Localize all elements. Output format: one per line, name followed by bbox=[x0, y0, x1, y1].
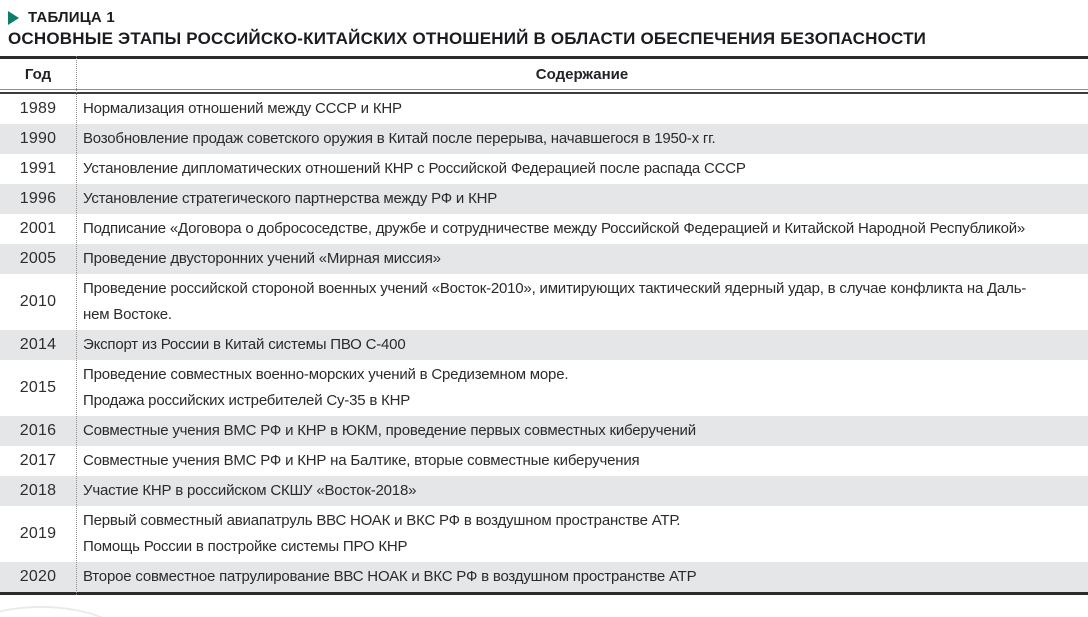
year-cell: 2015 bbox=[19, 379, 57, 396]
year-cell: 1990 bbox=[19, 130, 57, 147]
table-row bbox=[0, 446, 1088, 476]
content-cell bbox=[76, 124, 1088, 154]
content-cell bbox=[76, 330, 1088, 360]
content-line: Установление стратегического партнерства между РФ и КНР bbox=[83, 190, 498, 207]
table-row bbox=[0, 274, 1088, 330]
content-cell bbox=[76, 476, 1088, 506]
column-divider bbox=[76, 56, 77, 595]
table-row bbox=[0, 154, 1088, 184]
content-cell bbox=[76, 506, 1088, 562]
content-line: Экспорт из России в Китай системы ПВО С-400 bbox=[83, 336, 406, 353]
table-row bbox=[0, 184, 1088, 214]
content-cell bbox=[76, 274, 1088, 330]
table-label bbox=[0, 0, 1088, 26]
year-cell: 1989 bbox=[19, 100, 57, 117]
content-cell bbox=[76, 416, 1088, 446]
content-line: Подписание «Договора о добрососедстве, дружбе и сотрудничестве между Российской Федерацией и Китайской Народной Республикой» bbox=[83, 220, 1026, 237]
milestones-table bbox=[0, 56, 1088, 595]
year-cell: 2016 bbox=[19, 422, 57, 439]
year-cell: 1991 bbox=[19, 160, 57, 177]
table-header-row bbox=[0, 59, 1088, 89]
content-line: Участие КНР в российском СКШУ «Восток-2018» bbox=[83, 482, 417, 499]
decorative-arc bbox=[0, 606, 128, 617]
content-line: Нормализация отношений между СССР и КНР bbox=[83, 100, 402, 117]
table-row bbox=[0, 360, 1088, 416]
table-row bbox=[0, 476, 1088, 506]
content-line: Первый совместный авиапатруль ВВС НОАК и ВКС РФ в воздушном пространстве АТР. bbox=[83, 512, 681, 529]
content-cell bbox=[76, 446, 1088, 476]
content-line: Помощь России в постройке системы ПРО КНР bbox=[83, 538, 408, 555]
content-cell bbox=[76, 94, 1088, 124]
content-line: Проведение российской стороной военных учений «Восток-2010», имитирующих тактический ядерный удар, в случае конфликта на Даль- bbox=[83, 280, 1027, 297]
year-cell: 2010 bbox=[19, 293, 57, 310]
year-cell: 2005 bbox=[19, 250, 57, 267]
table-row bbox=[0, 416, 1088, 446]
year-cell: 2017 bbox=[19, 452, 57, 469]
content-line: Проведение двусторонних учений «Мирная миссия» bbox=[83, 250, 441, 267]
table-label-text: ТАБЛИЦА 1 bbox=[28, 9, 115, 26]
year-cell: 2014 bbox=[19, 336, 57, 353]
year-cell: 2020 bbox=[19, 568, 57, 585]
table-row bbox=[0, 244, 1088, 274]
table-row bbox=[0, 506, 1088, 562]
content-cell bbox=[76, 214, 1088, 244]
content-cell bbox=[76, 562, 1088, 592]
content-line: нем Востоке. bbox=[83, 306, 172, 323]
table-body bbox=[0, 94, 1088, 592]
content-line: Проведение совместных военно-морских учений в Средиземном море. bbox=[83, 366, 569, 383]
content-cell bbox=[76, 244, 1088, 274]
table-title: ОСНОВНЫЕ ЭТАПЫ РОССИЙСКО-КИТАЙСКИХ ОТНОШЕНИЙ В ОБЛАСТИ ОБЕСПЕЧЕНИЯ БЕЗОПАСНОСТИ bbox=[8, 29, 927, 48]
year-cell: 2019 bbox=[19, 525, 57, 542]
year-cell: 1996 bbox=[19, 190, 57, 207]
content-line: Возобновление продаж советского оружия в Китай после перерыва, начавшегося в 1950-х гг. bbox=[83, 130, 716, 147]
column-header-content: Содержание bbox=[535, 65, 629, 83]
triangle-right-icon bbox=[8, 11, 19, 25]
table-row bbox=[0, 214, 1088, 244]
content-cell bbox=[76, 154, 1088, 184]
bottom-rule bbox=[0, 592, 1088, 595]
content-line: Совместные учения ВМС РФ и КНР в ЮКМ, проведение первых совместных киберучений bbox=[83, 422, 696, 439]
table-row bbox=[0, 94, 1088, 124]
content-line: Второе совместное патрулирование ВВС НОАК и ВКС РФ в воздушном пространстве АТР bbox=[83, 568, 697, 585]
content-line: Совместные учения ВМС РФ и КНР на Балтике, вторые совместные киберучения bbox=[83, 452, 640, 469]
content-line: Установление дипломатических отношений КНР с Российской Федерацией после распада СССР bbox=[83, 160, 746, 177]
table-row bbox=[0, 124, 1088, 154]
table-row bbox=[0, 330, 1088, 360]
column-header-year: Год bbox=[24, 65, 52, 83]
content-cell bbox=[76, 360, 1088, 416]
table-row bbox=[0, 562, 1088, 592]
year-cell: 2018 bbox=[19, 482, 57, 499]
year-cell: 2001 bbox=[19, 220, 57, 237]
content-cell bbox=[76, 184, 1088, 214]
content-line: Продажа российских истребителей Су-35 в КНР bbox=[83, 392, 411, 409]
